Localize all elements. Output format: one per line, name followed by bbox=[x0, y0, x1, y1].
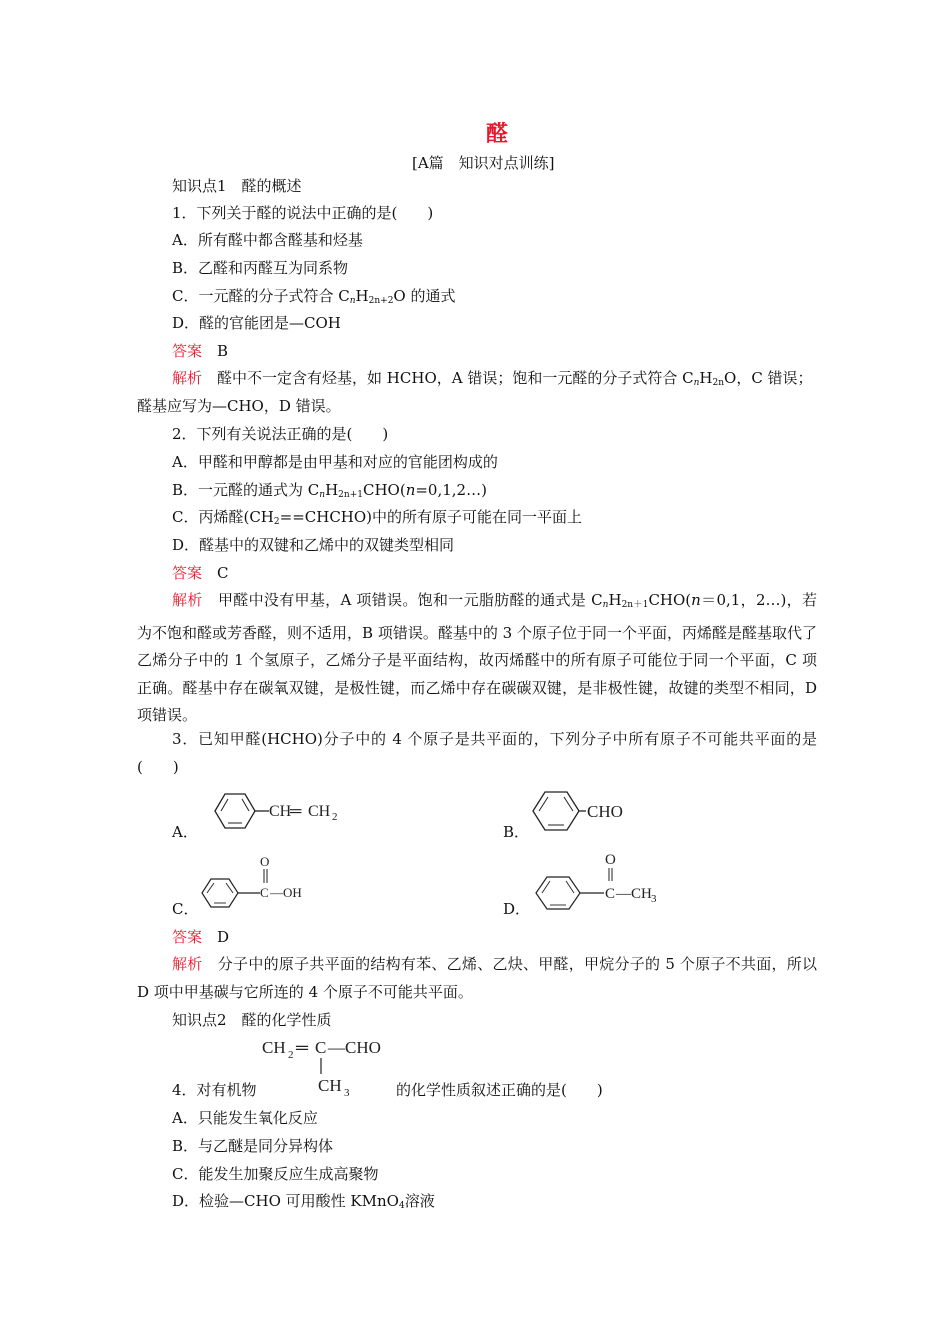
q2-answer: 答案 C bbox=[172, 564, 229, 582]
q4-structural-formula bbox=[262, 1034, 412, 1100]
svg-text:CH: CH bbox=[262, 1038, 286, 1057]
svg-text:C: C bbox=[605, 886, 616, 902]
svg-text:C: C bbox=[315, 1038, 327, 1057]
q2-option-c: C．丙烯醛$(CH_2==CHCHO)$中的所有原子可能在同一平面上 bbox=[172, 508, 583, 527]
section-label: [A篇 知识对点训练] bbox=[412, 154, 555, 172]
q3-option-d-label: D． bbox=[503, 900, 531, 918]
q4-stem-pre: 4．对有机物 bbox=[172, 1081, 257, 1099]
svg-text:CH: CH bbox=[269, 803, 292, 820]
q1-analysis-line1: 解析 醛中不一定含有烃基，如 HCHO，A 错误；饱和一元醛的分子式符合 $C_nH_{2n}O$，C 错误； bbox=[172, 369, 813, 388]
svg-text:3: 3 bbox=[651, 893, 657, 905]
q3-option-a-label: A． bbox=[172, 823, 198, 841]
q1-stem: 1．下列关于醛的说法中正确的是( ) bbox=[172, 204, 434, 222]
q2-option-b: B．一元醛的通式为 $C_nH_{2n+1}CHO(n=0,1,2\dots)$ bbox=[172, 481, 487, 500]
q1-option-d: D．醛的官能团是—COH bbox=[172, 314, 341, 332]
q1-option-b: B．乙醛和丙醛互为同系物 bbox=[172, 259, 349, 277]
q3-analysis: 解析 分子中的原子共平面的结构有苯、乙烯、乙炔、甲醛，甲烷分子的 5 个原子不共面，所以 D 项中甲基碳与它所连的 4 个原子不可能共平面。 bbox=[137, 955, 817, 1001]
page-title: 醛 bbox=[486, 121, 510, 147]
svg-text:3: 3 bbox=[344, 1087, 350, 1099]
svg-text:2: 2 bbox=[332, 811, 338, 823]
svg-text:—OH: —OH bbox=[270, 885, 302, 900]
q1-option-c: C．一元醛的分子式符合 $C_nH_{2n+2}O$ 的通式 bbox=[172, 287, 456, 306]
q2-analysis: 解析 甲醛中没有甲基，A 项错误。饱和一元脂肪醛的通式是 $C_nH_{2n+1}CHO(n=0,1$，2…)，若为不饱和醛或芳香醛，则不适用，B 项错误。醛基中的 3 个原子位于同一个平面，丙烯醛是醛基取代了乙烯分子中的 1 个氢原子，乙烯分子是平面结构，故丙烯醛中的所有原子可能位于同一个平面，C 项正确。醛基中存在碳氧双键，是极性键，而乙烯中存在碳碳双键，是非极性键，故键的类型不相同，D 项错误。 bbox=[137, 591, 817, 724]
q2-option-a: A．甲醛和甲醇都是由甲基和对应的官能团构成的 bbox=[172, 453, 498, 471]
q3-option-c-structure bbox=[198, 852, 328, 918]
q2-stem: 2．下列有关说法正确的是( ) bbox=[172, 425, 389, 443]
svg-text:—CH: —CH bbox=[616, 886, 652, 902]
svg-text:O: O bbox=[605, 852, 616, 868]
q3-stem: 3．已知甲醛(HCHO)分子中的 4 个原子是共平面的，下列分子中所有原子不可能共平面的是( ) bbox=[137, 730, 817, 776]
svg-text:CH: CH bbox=[318, 1076, 342, 1095]
svg-text:═: ═ bbox=[296, 1038, 309, 1057]
svg-text:C: C bbox=[260, 885, 269, 900]
q3-option-b-label: B． bbox=[503, 823, 530, 841]
q1-option-a: A．所有醛中都含醛基和烃基 bbox=[172, 231, 363, 249]
knowledge-point-1: 知识点1 醛的概述 bbox=[172, 177, 302, 195]
q3-option-b-structure bbox=[528, 790, 668, 840]
q3-answer: 答案 D bbox=[172, 928, 230, 946]
q4-option-c: C．能发生加聚反应生成高聚物 bbox=[172, 1165, 379, 1183]
svg-text:CHO: CHO bbox=[587, 802, 623, 821]
svg-text:CH: CH bbox=[308, 803, 331, 820]
q1-answer: 答案 B bbox=[172, 342, 229, 360]
svg-text:—CHO: —CHO bbox=[328, 1038, 381, 1057]
q4-option-a: A．只能发生氧化反应 bbox=[172, 1109, 318, 1127]
q4-stem-post: 的化学性质叙述正确的是( ) bbox=[396, 1081, 603, 1099]
q4-option-d: D．检验—CHO 可用酸性 KMnO$_4$溶液 bbox=[172, 1192, 435, 1211]
q3-option-d-structure bbox=[530, 848, 680, 918]
svg-text:═: ═ bbox=[290, 803, 302, 820]
q3-option-a-structure bbox=[195, 790, 355, 840]
q3-option-c-label: C． bbox=[172, 900, 199, 918]
knowledge-point-2: 知识点2 醛的化学性质 bbox=[172, 1011, 332, 1029]
q4-option-b: B．与乙醚是同分异构体 bbox=[172, 1137, 334, 1155]
svg-text:2: 2 bbox=[288, 1049, 294, 1061]
q2-option-d: D．醛基中的双键和乙烯中的双键类型相同 bbox=[172, 536, 455, 554]
q1-analysis-line2: 醛基应写为—CHO，D 错误。 bbox=[137, 397, 341, 415]
svg-text:O: O bbox=[260, 854, 270, 869]
